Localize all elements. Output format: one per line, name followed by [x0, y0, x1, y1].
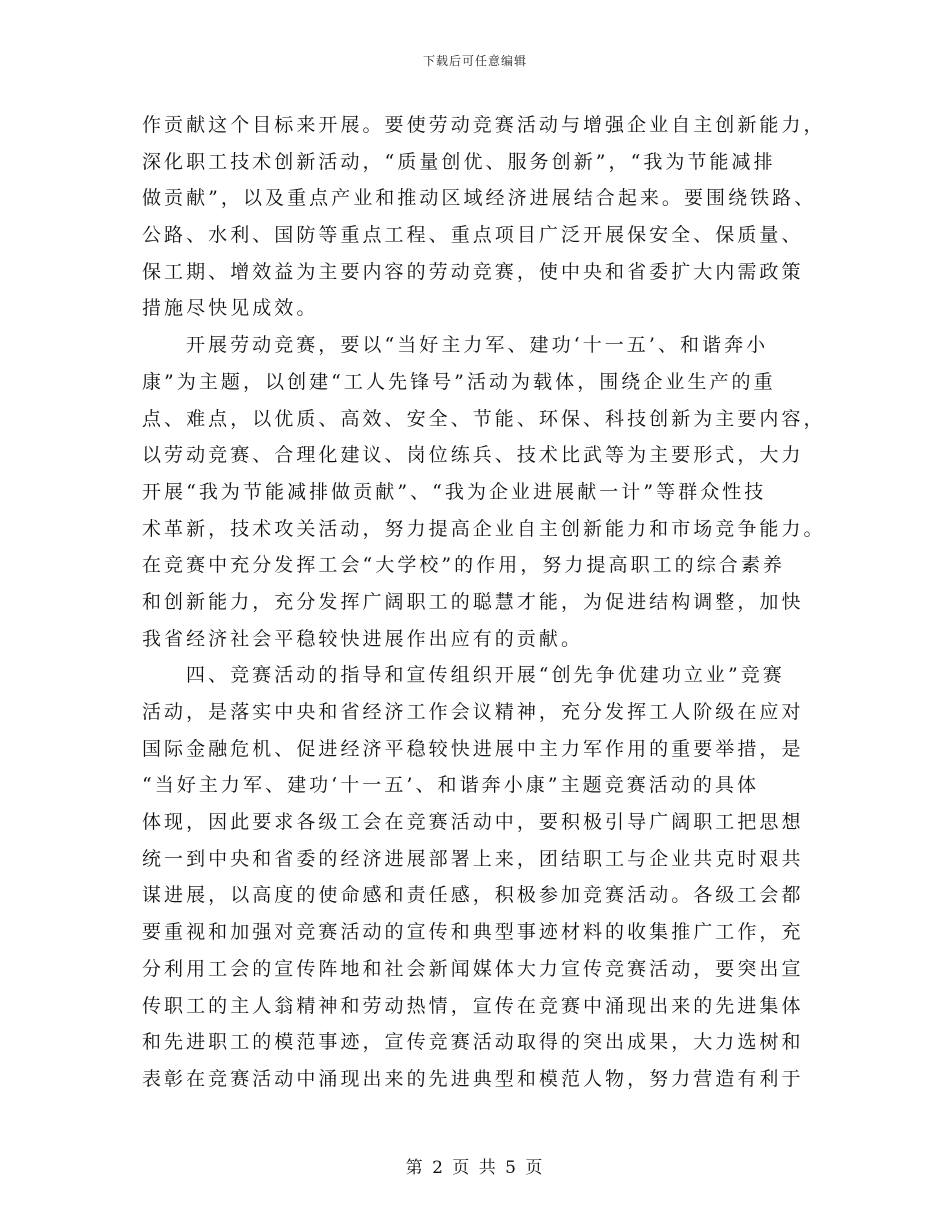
text-line: 点、难点，以优质、高效、安全、节能、环保、科技创新为主要内容， [142, 407, 826, 430]
paragraph-first-line: 四、竞赛活动的指导和宣传组织开展“创先争优建功立业”竞赛 [186, 664, 785, 687]
text-line: 和创新能力，充分发挥广阔职工的聪慧才能，为促进结构调整，加快 [142, 590, 804, 613]
header-note: 下载后可任意编辑 [422, 54, 527, 68]
body-text [142, 107, 826, 1098]
text-line: 深化职工技术创新活动，“质量创优、服务创新”，“我为节能减排 [142, 150, 776, 173]
text-line: 术革新，技术攻关活动，努力提高企业自主创新能力和市场竞争能力。 [142, 517, 826, 540]
text-line: 措施尽快见成效。 [142, 297, 319, 320]
text-line: 在竞赛中充分发挥工会“大学校”的作用，努力提高职工的综合素养 [142, 554, 785, 577]
text-line: 统一到中央和省委的经济进展部署上来，团结职工与企业共克时艰共 [142, 847, 804, 870]
text-line: “当好主力军、建功‘十一五’、和谐奔小康”主题竞赛活动的具体 [142, 774, 760, 797]
text-line: 保工期、增效益为主要内容的劳动竞赛，使中央和省委扩大内需政策 [142, 260, 804, 283]
text-line: 以劳动竞赛、合理化建议、岗位练兵、技术比武等为主要形式，大力 [142, 444, 804, 467]
text-line: 表彰在竞赛活动中涌现出来的先进典型和模范人物，努力营造有利于 [142, 1067, 804, 1090]
text-line: 我省经济社会平稳较快进展作出应有的贡献。 [142, 627, 584, 650]
paragraph-first-line: 开展劳动竞赛，要以“当好主力军、建功‘十一五’、和谐奔小 [186, 334, 769, 357]
text-line: 活动，是落实中央和省经济工作会议精神，充分发挥工人阶级在应对 [142, 701, 804, 723]
text-line: 公路、水利、国防等重点工程、重点项目广泛开展保安全、保质量、 [142, 224, 804, 247]
text-line: 和先进职工的模范事迹，宣传竞赛活动取得的突出成果，大力选树和 [142, 1031, 804, 1054]
page-number: 第 2 页 共 5 页 [405, 1158, 545, 1178]
text-line: 作贡献这个目标来开展。要使劳动竞赛活动与增强企业自主创新能力， [142, 114, 826, 136]
text-line: 体现，因此要求各级工会在竞赛活动中，要积极引导广阔职工把思想 [142, 811, 804, 834]
text-line: 要重视和加强对竞赛活动的宣传和典型事迹材料的收集推广工作，充 [142, 921, 804, 944]
text-line: 国际金融危机、促进经济平稳较快进展中主力军作用的重要举措，是 [142, 737, 804, 760]
text-line: 传职工的主人翁精神和劳动热情，宣传在竞赛中涌现出来的先进集体 [142, 994, 804, 1017]
text-line: 康”为主题，以创建“工人先锋号”活动为载体，围绕企业生产的重 [142, 370, 776, 393]
text-line: 谋进展，以高度的使命感和责任感，积极参加竞赛活动。各级工会都 [142, 884, 804, 907]
text-line: 做贡献”，以及重点产业和推动区域经济进展结合起来。要围绕铁路、 [142, 187, 817, 210]
text-line: 开展“我为节能减排做贡献”、“我为企业进展献一计”等群众性技 [142, 480, 767, 503]
text-line: 分利用工会的宣传阵地和社会新闻媒体大力宣传竞赛活动，要突出宣 [142, 957, 804, 980]
